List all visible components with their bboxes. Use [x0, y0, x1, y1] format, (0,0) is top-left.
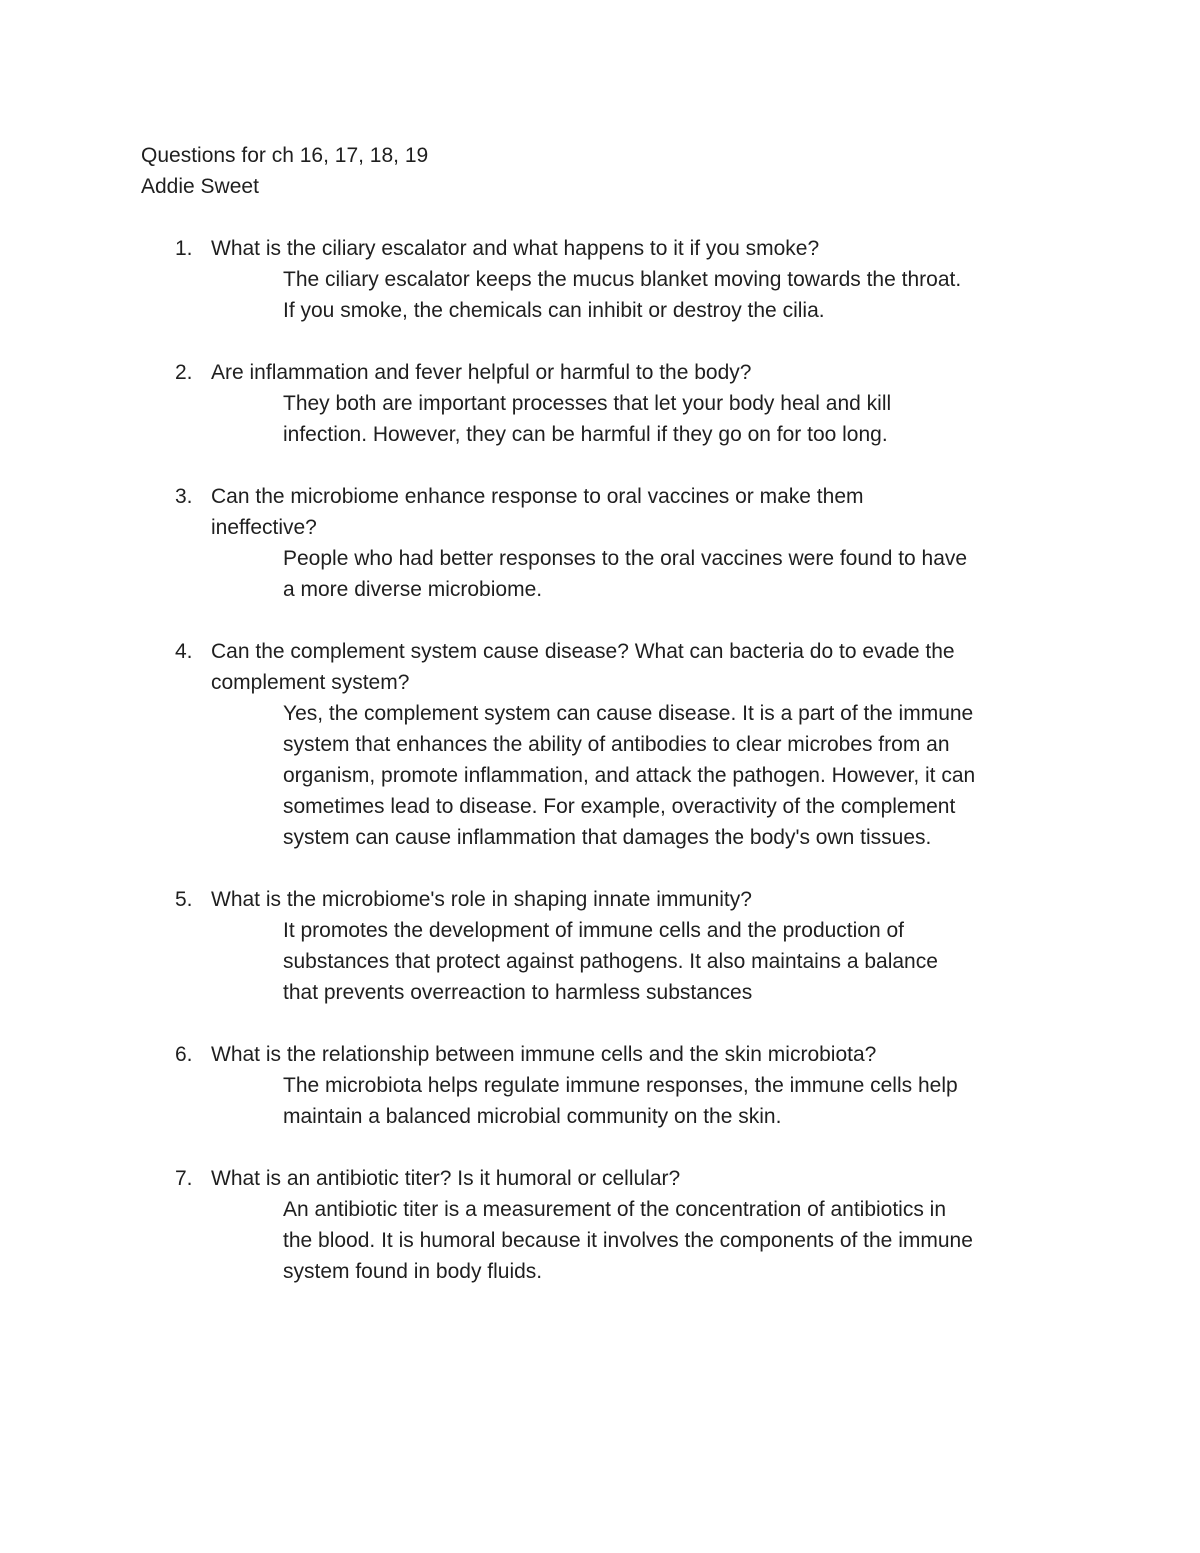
- answer-line: infection. However, they can be harmful if they go on for too long.: [283, 423, 888, 446]
- answer-line: People who had better responses to the oral vaccines were found to have: [283, 547, 968, 570]
- document-body: [141, 140, 1071, 1318]
- answer-text: [211, 915, 1071, 1008]
- question-text: [211, 636, 1071, 698]
- question-item: [141, 481, 1071, 605]
- answer-line: The ciliary escalator keeps the mucus blanket moving towards the throat.: [283, 268, 962, 291]
- question-line: What is the relationship between immune cells and the skin microbiota?: [211, 1043, 877, 1066]
- question-text: [211, 1039, 1071, 1070]
- question-line: Can the microbiome enhance response to oral vaccines or make them: [211, 485, 864, 508]
- answer-text: [211, 1194, 1071, 1287]
- document-author: Addie Sweet: [141, 175, 259, 198]
- question-item: [141, 233, 1071, 326]
- answer-line: An antibiotic titer is a measurement of the concentration of antibiotics in: [283, 1198, 947, 1221]
- answer-line: that prevents overreaction to harmless substances: [283, 981, 753, 1004]
- question-line: ineffective?: [211, 516, 317, 539]
- answer-line: If you smoke, the chemicals can inhibit or destroy the cilia.: [283, 299, 825, 322]
- question-number: 3.: [175, 485, 193, 508]
- question-text: [211, 357, 1071, 388]
- question-line: What is the ciliary escalator and what happens to it if you smoke?: [211, 237, 820, 260]
- question-item: [141, 357, 1071, 450]
- answer-line: They both are important processes that let your body heal and kill: [283, 392, 892, 415]
- question-text: [211, 233, 1071, 264]
- document-header: [141, 140, 1071, 202]
- answer-text: [211, 264, 1071, 326]
- question-line: What is an antibiotic titer? Is it humoral or cellular?: [211, 1167, 681, 1190]
- answer-line: substances that protect against pathogens. It also maintains a balance: [283, 950, 938, 973]
- question-text: [211, 884, 1071, 915]
- answer-line: maintain a balanced microbial community on the skin.: [283, 1105, 782, 1128]
- question-line: What is the microbiome's role in shaping innate immunity?: [211, 888, 752, 911]
- question-number: 7.: [175, 1167, 193, 1190]
- answer-text: [211, 1070, 1071, 1132]
- answer-line: system found in body fluids.: [283, 1260, 543, 1283]
- answer-line: system can cause inflammation that damages the body's own tissues.: [283, 826, 932, 849]
- answer-line: sometimes lead to disease. For example, overactivity of the complement: [283, 795, 956, 818]
- answer-line: The microbiota helps regulate immune responses, the immune cells help: [283, 1074, 958, 1097]
- answer-line: the blood. It is humoral because it involves the components of the immune: [283, 1229, 973, 1252]
- question-list: [141, 233, 1071, 1287]
- answer-line: organism, promote inflammation, and attack the pathogen. However, it can: [283, 764, 976, 787]
- question-line: Can the complement system cause disease? What can bacteria do to evade the: [211, 640, 955, 663]
- question-number: 6.: [175, 1043, 193, 1066]
- question-item: [141, 884, 1071, 1008]
- answer-line: It promotes the development of immune cells and the production of: [283, 919, 905, 942]
- document-title: Questions for ch 16, 17, 18, 19: [141, 144, 429, 167]
- question-number: 4.: [175, 640, 193, 663]
- question-item: [141, 1039, 1071, 1132]
- question-text: [211, 1163, 1071, 1194]
- question-line: Are inflammation and fever helpful or harmful to the body?: [211, 361, 752, 384]
- answer-line: Yes, the complement system can cause disease. It is a part of the immune: [283, 702, 974, 725]
- answer-text: [211, 388, 1071, 450]
- answer-text: [211, 698, 1071, 853]
- question-number: 1.: [175, 237, 193, 260]
- question-item: [141, 636, 1071, 853]
- question-number: 2.: [175, 361, 193, 384]
- question-number: 5.: [175, 888, 193, 911]
- question-line: complement system?: [211, 671, 410, 694]
- question-item: [141, 1163, 1071, 1287]
- answer-line: system that enhances the ability of antibodies to clear microbes from an: [283, 733, 950, 756]
- answer-text: [211, 543, 1071, 605]
- answer-line: a more diverse microbiome.: [283, 578, 543, 601]
- question-text: [211, 481, 1071, 543]
